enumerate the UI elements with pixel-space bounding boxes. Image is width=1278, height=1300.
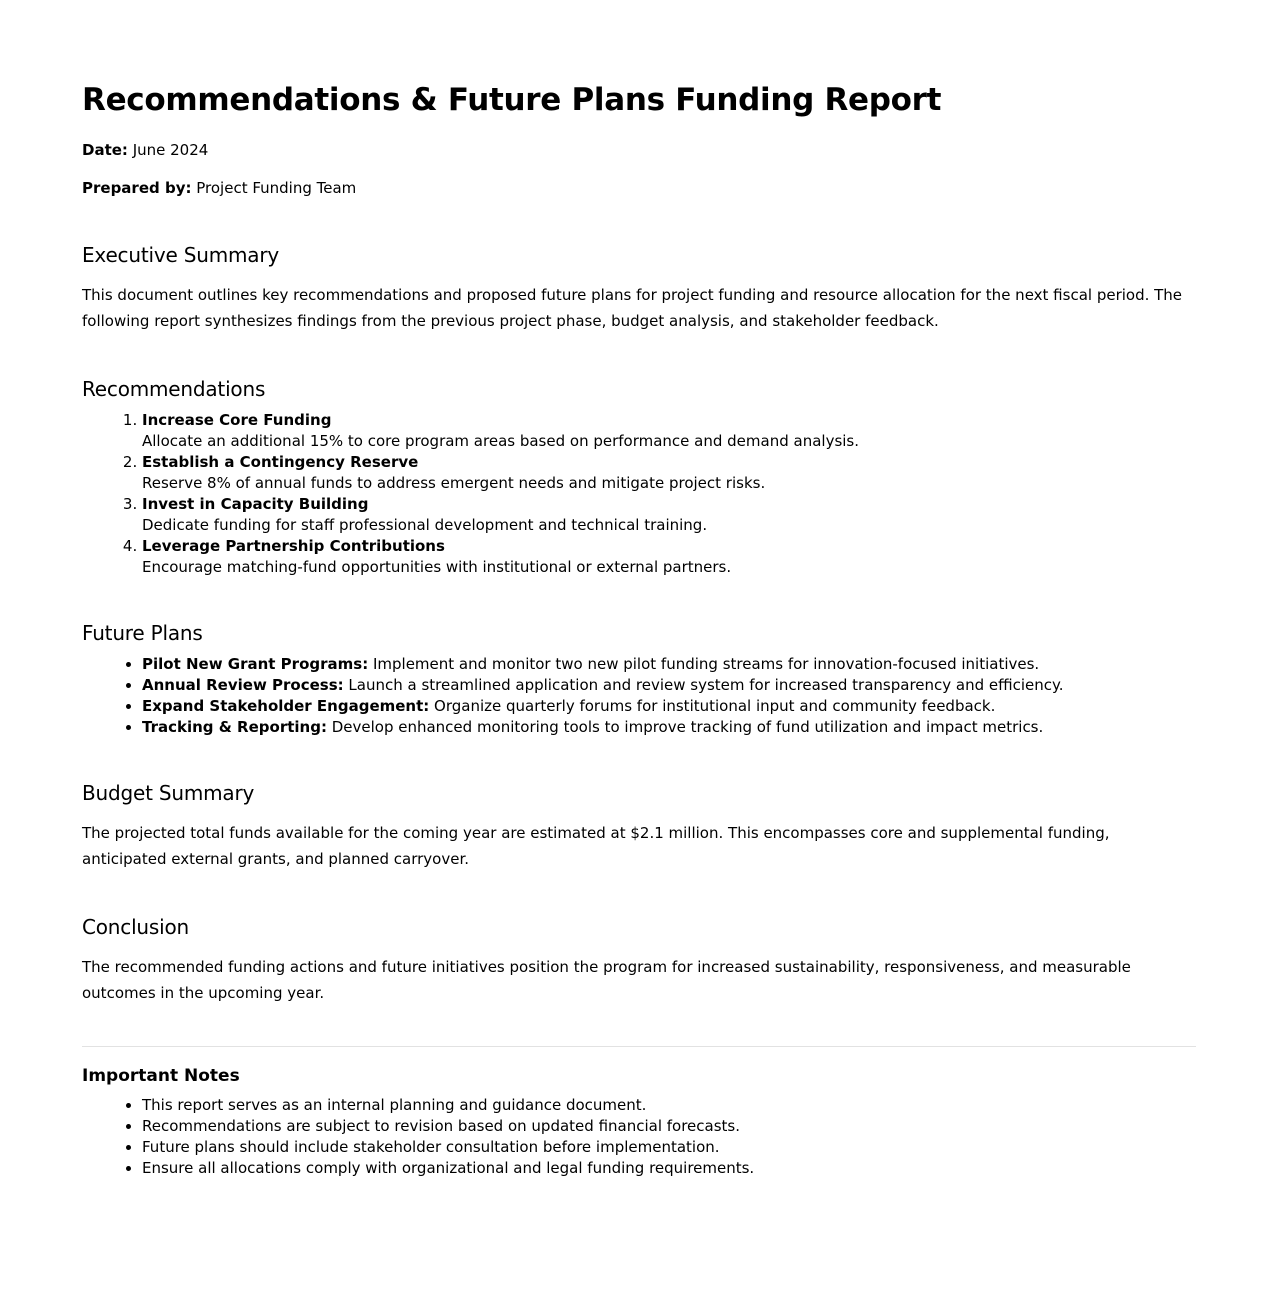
executive-summary-section bbox=[82, 242, 1196, 334]
recommendation-item bbox=[142, 536, 1196, 578]
recommendation-item bbox=[142, 494, 1196, 536]
prepared-by-value: Project Funding Team bbox=[196, 179, 357, 197]
future-plan-desc: Implement and monitor two new pilot funding streams for innovation-focused initiatives. bbox=[368, 655, 1040, 673]
recommendation-desc: Dedicate funding for staff professional development and technical training. bbox=[142, 516, 708, 534]
executive-summary-heading: Executive Summary bbox=[82, 243, 279, 267]
conclusion-text: The recommended funding actions and future initiatives position the program for increased sustainability, responsiveness, and measurable outcomes in the upcoming year. bbox=[82, 958, 1131, 1002]
future-plan-desc: Launch a streamlined application and review system for increased transparency and efficiency. bbox=[343, 676, 1064, 694]
recommendation-title: Invest in Capacity Building bbox=[142, 495, 369, 513]
recommendations-heading: Recommendations bbox=[82, 377, 266, 401]
recommendation-item bbox=[142, 452, 1196, 494]
recommendation-item bbox=[142, 410, 1196, 452]
note-item: • Ensure all allocations comply with organizational and legal funding requirements. bbox=[142, 1158, 1196, 1179]
note-item: • Recommendations are subject to revision based on updated financial forecasts. bbox=[142, 1116, 1196, 1137]
future-plan-desc: Develop enhanced monitoring tools to improve tracking of fund utilization and impact metrics. bbox=[326, 718, 1044, 736]
future-plan-desc: Organize quarterly forums for institutional input and community feedback. bbox=[429, 697, 996, 715]
future-plan-title: Pilot New Grant Programs: bbox=[142, 655, 369, 673]
recommendation-title: Increase Core Funding bbox=[142, 411, 332, 429]
future-plan-item bbox=[142, 675, 1196, 696]
recommendation-desc: Allocate an additional 15% to core program areas based on performance and demand analysis. bbox=[142, 432, 860, 450]
future-plan-title: Tracking & Reporting: bbox=[142, 718, 327, 736]
budget-summary-heading: Budget Summary bbox=[82, 781, 255, 805]
executive-summary-text: This document outlines key recommendations and proposed future plans for project funding and resource allocation for the next fiscal period. The following report synthesizes findings from the previous project phase, budget analysis, and stakeholder feedback. bbox=[82, 286, 1183, 330]
note-item: • Future plans should include stakeholder consultation before implementation. bbox=[142, 1137, 1196, 1158]
future-plans-heading: Future Plans bbox=[82, 621, 203, 645]
recommendations-list bbox=[82, 410, 1196, 578]
important-notes-heading: Important Notes bbox=[82, 1066, 240, 1086]
recommendation-title: Leverage Partnership Contributions bbox=[142, 537, 445, 555]
report-date bbox=[82, 140, 1196, 160]
date-value: June 2024 bbox=[132, 141, 209, 159]
report-author bbox=[82, 178, 1196, 198]
section-divider bbox=[82, 1046, 1196, 1047]
future-plan-item bbox=[142, 696, 1196, 717]
budget-summary-section bbox=[82, 780, 1196, 872]
future-plan-item bbox=[142, 717, 1196, 738]
prepared-by-label: Prepared by: bbox=[82, 179, 192, 197]
conclusion-section bbox=[82, 914, 1196, 1006]
recommendation-desc: Reserve 8% of annual funds to address emergent needs and mitigate project risks. bbox=[142, 474, 766, 492]
page-title: Recommendations & Future Plans Funding Report bbox=[82, 82, 942, 118]
future-plans-list bbox=[82, 654, 1196, 738]
conclusion-heading: Conclusion bbox=[82, 915, 189, 939]
future-plan-title: Expand Stakeholder Engagement: bbox=[142, 697, 430, 715]
future-plans-section bbox=[82, 620, 1196, 738]
future-plan-title: Annual Review Process: bbox=[142, 676, 344, 694]
recommendation-desc: Encourage matching-fund opportunities with institutional or external partners. bbox=[142, 558, 732, 576]
future-plan-item bbox=[142, 654, 1196, 675]
recommendation-title: Establish a Contingency Reserve bbox=[142, 453, 419, 471]
important-notes-section bbox=[82, 1065, 1196, 1179]
budget-summary-text: The projected total funds available for the coming year are estimated at $2.1 million. This encompasses core and supplemental funding, anticipated external grants, and planned carryover. bbox=[82, 824, 1110, 868]
recommendations-section bbox=[82, 376, 1196, 578]
note-item: • This report serves as an internal planning and guidance document. bbox=[142, 1095, 1196, 1116]
date-label: Date: bbox=[82, 141, 128, 159]
important-notes-list bbox=[82, 1095, 1196, 1179]
